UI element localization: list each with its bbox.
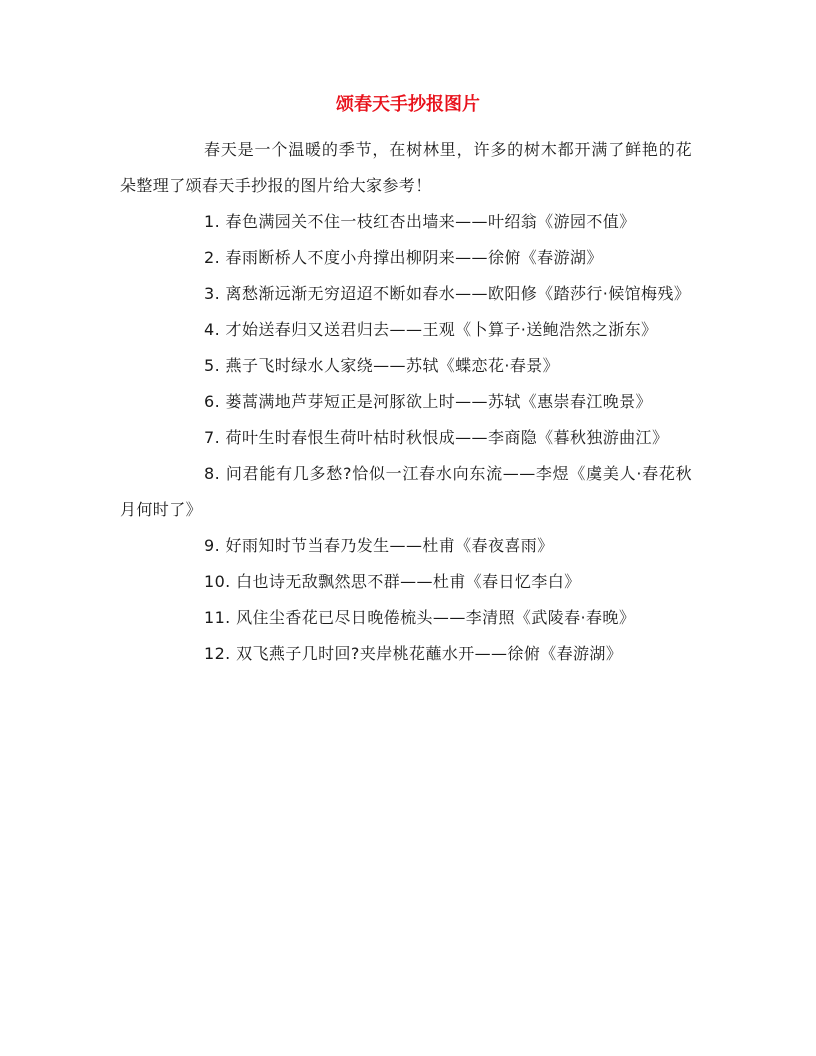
- list-item: 5. 燕子飞时绿水人家绕——苏轼《蝶恋花·春景》: [204, 356, 560, 375]
- list-item: 1. 春色满园关不住一枝红杏出墙来——叶绍翁《游园不值》: [204, 212, 636, 231]
- document-title: 颂春天手抄报图片: [336, 94, 480, 115]
- list-item: 4. 才始送春归又送君归去——王观《卜算子·送鲍浩然之浙东》: [204, 320, 658, 339]
- list-item: 7. 荷叶生时春恨生荷叶枯时秋恨成——李商隐《暮秋独游曲江》: [204, 428, 669, 447]
- intro-paragraph: 春天是一个温暖的季节，在树林里，许多的树木都开满了鲜艳的花朵整理了颂春天手抄报的图片给大家参考！: [120, 140, 692, 195]
- list-item: 12. 双飞燕子几时回?夹岸桃花蘸水开——徐俯《春游湖》: [204, 644, 623, 663]
- document-body: [120, 132, 692, 672]
- list-item: 6. 蒌蒿满地芦芽短正是河豚欲上时——苏轼《惠崇春江晚景》: [204, 392, 652, 411]
- list-item: 11. 风住尘香花已尽日晚倦梳头——李清照《武陵春·春晚》: [204, 608, 636, 627]
- list-item: 10. 白也诗无敌飘然思不群——杜甫《春日忆李白》: [204, 572, 581, 591]
- list-item: 3. 离愁渐远渐无穷迢迢不断如春水——欧阳修《踏莎行·候馆梅残》: [204, 284, 691, 303]
- list-item: 9. 好雨知时节当春乃发生——杜甫《春夜喜雨》: [204, 536, 554, 555]
- list-item: 2. 春雨断桥人不度小舟撑出柳阴来——徐俯《春游湖》: [204, 248, 603, 267]
- list-item: 8. 问君能有几多愁?恰似一江春水向东流——李煜《虞美人·春花秋月何时了》: [120, 464, 692, 519]
